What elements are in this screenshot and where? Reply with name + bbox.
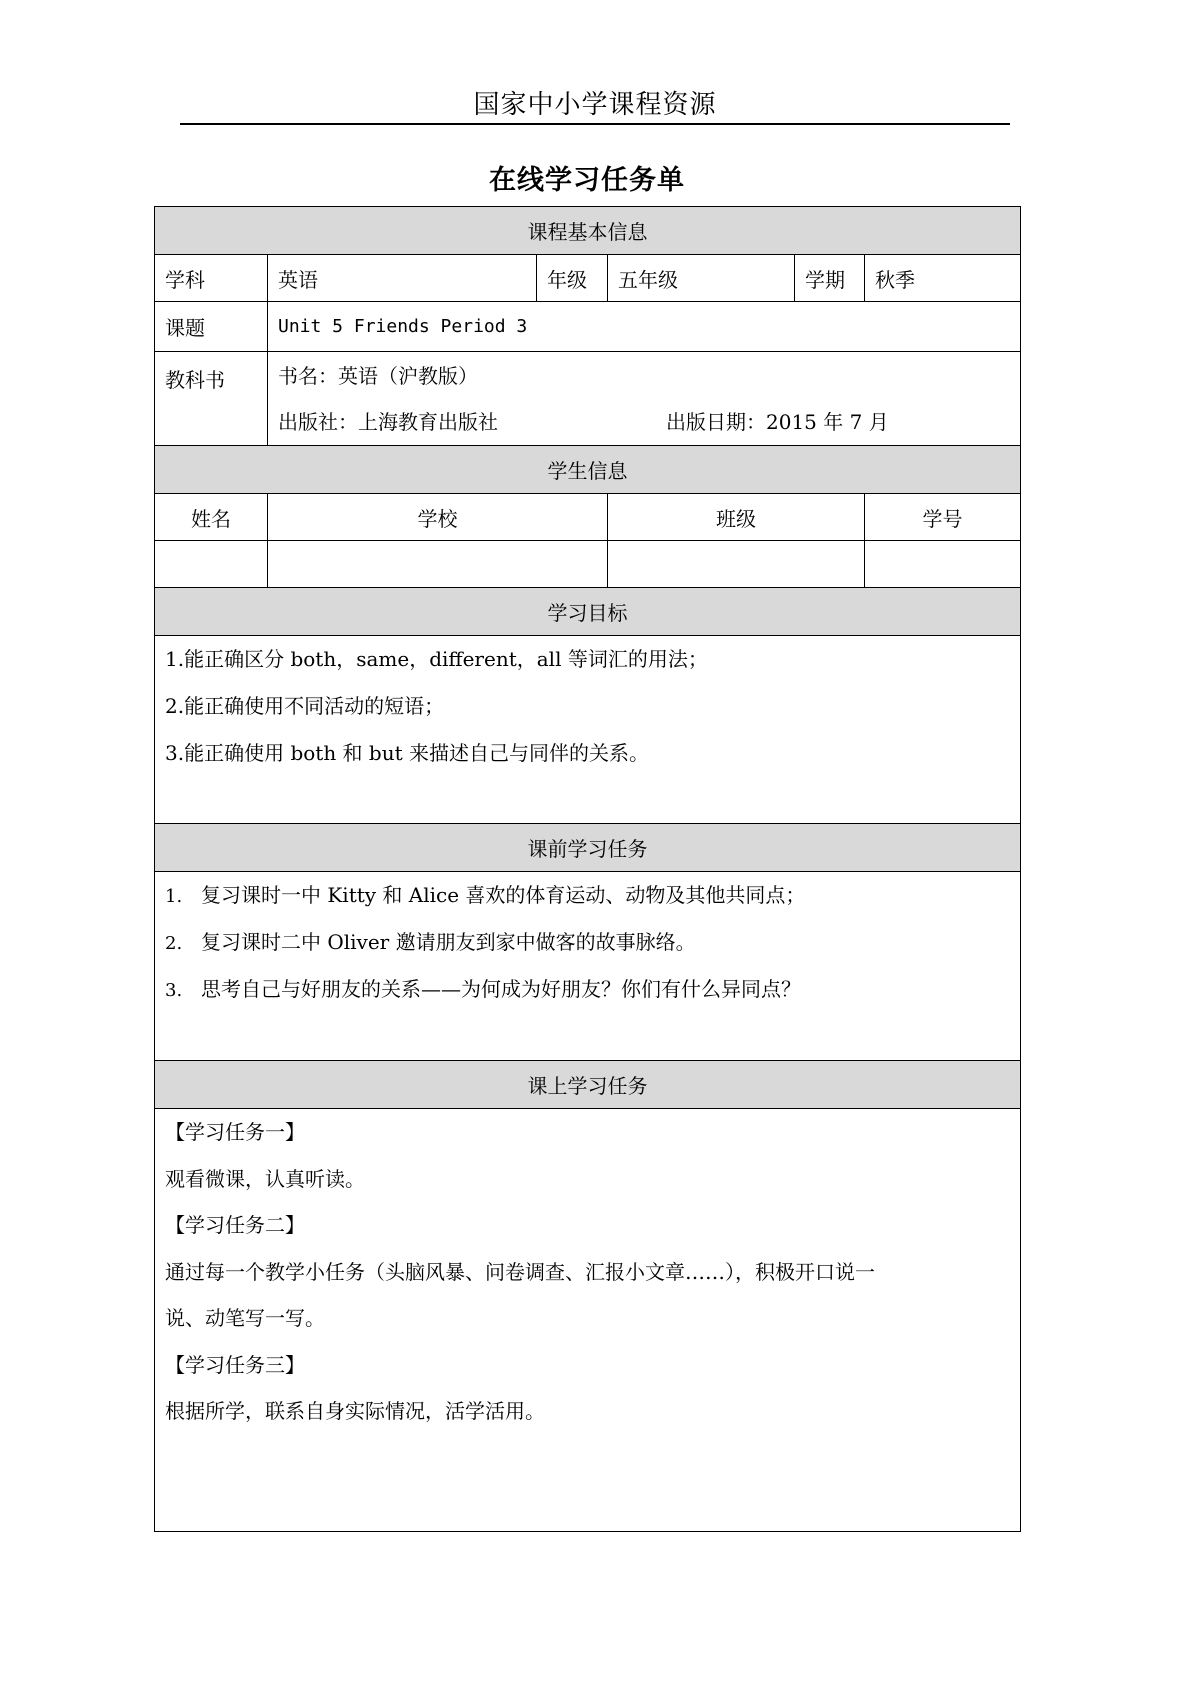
goal-item: 3.能正确使用 both 和 but 来描述自己与同伴的关系。: [165, 741, 649, 765]
grade-value: 五年级: [608, 255, 795, 302]
topic-value: Unit 5 Friends Period 3: [268, 302, 1021, 352]
textbook-publish-date: 出版日期：2015 年 7 月: [666, 409, 889, 434]
student-info-section-header: 学生信息: [155, 446, 1021, 494]
pre-class-section-header: 课前学习任务: [155, 824, 1021, 872]
in-class-section-header: 课上学习任务: [155, 1061, 1021, 1109]
grade-label: 年级: [537, 255, 608, 302]
in-class-task-text: 说、动笔写一写。: [165, 1306, 325, 1330]
pre-class-item-text: 复习课时一中 Kitty 和 Alice 喜欢的体育运动、动物及其他共同点；: [201, 883, 806, 907]
header-title: 国家中小学课程资源: [473, 90, 717, 120]
textbook-label: 教科书: [155, 352, 268, 446]
student-school-field[interactable]: [268, 541, 608, 588]
textbook-publisher: 出版社：上海教育出版社: [278, 409, 498, 434]
pre-class-item-text: 复习课时二中 Oliver 邀请朋友到家中做客的故事脉络。: [201, 930, 696, 954]
document-title: 在线学习任务单: [489, 165, 685, 196]
student-name-field[interactable]: [155, 541, 268, 588]
student-name-header: 姓名: [155, 494, 268, 541]
goal-item: 2.能正确使用不同活动的短语；: [165, 694, 445, 718]
pre-class-item-number: 2.: [165, 933, 183, 954]
goals-content: [155, 636, 1021, 824]
in-class-task-heading: 【学习任务一】: [165, 1120, 305, 1144]
textbook-info: [268, 352, 1021, 446]
goal-item: 1.能正确区分 both，same，different，all 等词汇的用法；: [165, 647, 708, 671]
pre-class-content: [155, 872, 1021, 1061]
in-class-content: [155, 1109, 1021, 1532]
topic-label: 课题: [155, 302, 268, 352]
in-class-task-text: 观看微课，认真听读。: [165, 1166, 365, 1191]
student-class-field[interactable]: [608, 541, 865, 588]
pre-class-item: [165, 966, 1010, 1013]
pre-class-item-text: 思考自己与好朋友的关系——为何成为好朋友？你们有什么异同点？: [201, 977, 801, 1001]
subject-value: 英语: [268, 255, 537, 302]
in-class-task-heading: 【学习任务三】: [165, 1352, 305, 1377]
student-class-header: 班级: [608, 494, 865, 541]
in-class-task-text: 通过每一个教学小任务（头脑风暴、问卷调查、汇报小文章……），积极开口说一: [165, 1259, 875, 1284]
pre-class-item-number: 3.: [165, 980, 183, 1001]
header-rule: [180, 123, 1010, 125]
subject-label: 学科: [155, 255, 268, 302]
in-class-task-text: 根据所学，联系自身实际情况，活学活用。: [165, 1399, 545, 1423]
term-label: 学期: [795, 255, 865, 302]
pre-class-item: [165, 919, 1010, 966]
textbook-publisher-row: [278, 399, 1010, 445]
student-school-header: 学校: [268, 494, 608, 541]
pre-class-item-number: 1.: [165, 886, 183, 907]
textbook-name: 书名：英语（沪教版）: [278, 363, 478, 388]
in-class-task-heading: 【学习任务二】: [165, 1213, 305, 1237]
task-sheet-table: [154, 206, 1021, 1532]
term-value: 秋季: [865, 255, 1021, 302]
pre-class-item: [165, 872, 1010, 919]
student-id-field[interactable]: [865, 541, 1021, 588]
student-id-header: 学号: [865, 494, 1021, 541]
goals-section-header: 学习目标: [155, 588, 1021, 636]
basic-info-section-header: 课程基本信息: [155, 207, 1021, 255]
